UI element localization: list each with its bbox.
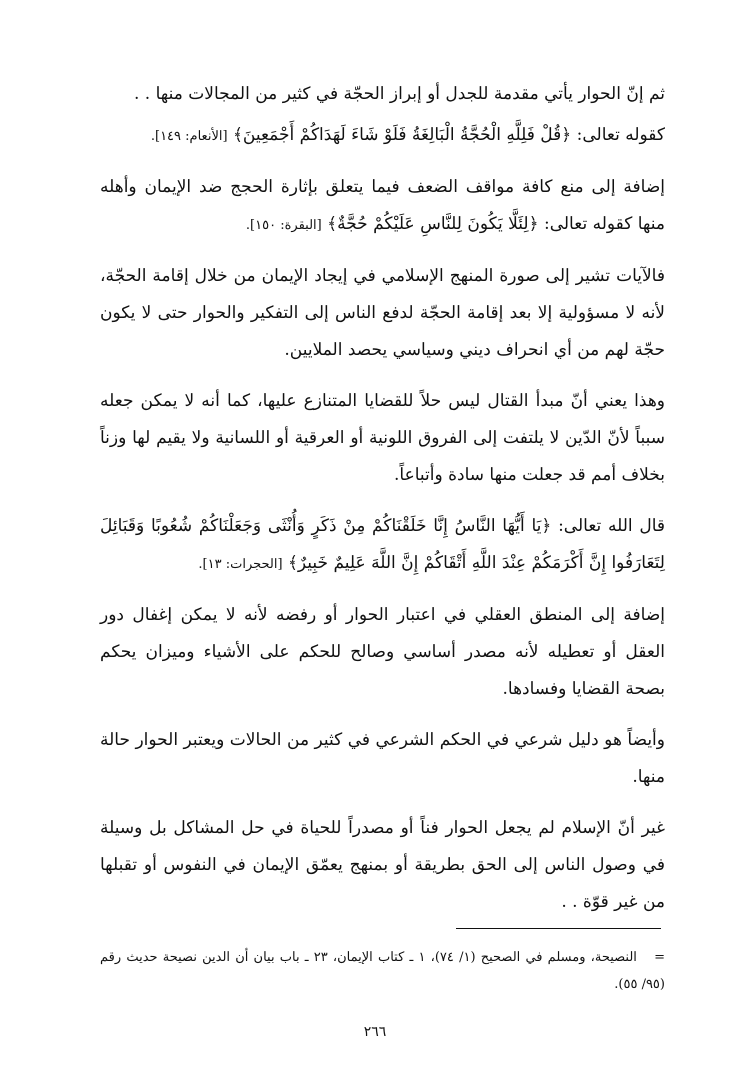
footnote [100, 944, 665, 998]
footnote-text: النصيحة، ومسلم في الصحيح (١/ ٧٤)، ١ ـ كتاب الإيمان، ٢٣ ـ باب بيان أن الدين نصيحة حديث رقم (٩٥/ ٥٥). [100, 950, 665, 992]
paragraph-text: قال الله تعالى: [551, 516, 666, 536]
paragraph-5 [100, 383, 665, 494]
paragraph-2 [100, 117, 665, 155]
paragraph-text: إضافة إلى المنطق العقلي في اعتبار الحوار أو رفضه لأنه لا يمكن إغفال دور العقل أو تعطيله لأنه مصدر أساسي وصالح للحكم على الأشياء وميزان يحكم بصحة القضايا وفسادها. [100, 605, 665, 699]
paragraph-text: إضافة إلى منع كافة مواقف الضعف فيما يتعلق بإثارة الحجج ضد الإيمان وأهله منها كقوله تعالى: [100, 177, 665, 234]
paragraph-6 [100, 508, 665, 583]
quran-verse: ﴿لِئَلَّا يَكُونَ لِلنَّاسِ عَلَيْكُمْ حُجَّةٌ﴾ [327, 214, 539, 234]
paragraph-text: فالآيات تشير إلى صورة المنهج الإسلامي في إيجاد الإيمان من خلال إقامة الحجّة، لأنه لا مسؤولية إلا بعد إقامة الحجّة لدفع الناس إلى التفكير والحوار حتى لا يكون حجّة لهم من أي انحراف ديني وسياسي يحصد الملايين. [100, 266, 665, 360]
page-number: ٢٦٦ [363, 1024, 387, 1040]
footnote-marker: = [654, 950, 666, 965]
paragraph-9 [100, 810, 665, 921]
quran-verse: ﴿يَا أَيُّهَا النَّاسُ إِنَّا خَلَقْنَاكُمْ مِنْ ذَكَرٍ وَأُنْثَى وَجَعَلْنَاكُمْ شُعُوبًا وَقَبَائِلَ لِتَعَارَفُوا إِنَّ أَكْرَمَكُمْ عِنْدَ اللَّهِ أَتْقَاكُمْ إِنَّ اللَّهَ عَلِيمٌ خَبِيرٌ﴾ [100, 516, 665, 573]
surah-reference: [الحجرات: ١٣]. [198, 557, 283, 572]
paragraph-text: وهذا يعني أنّ مبدأ القتال ليس حلاً للقضايا المتنازع عليها، كما أنه لا يمكن جعله سبباً لأنّ الدّين لا يلتفت إلى الفروق اللونية أو العرقية أو اللسانية ولا يقيم لها وزناً بخلاف أمم قد جعلت منها سادة وأتباعاً. [100, 391, 665, 485]
paragraph-text: غير أنّ الإسلام لم يجعل الحوار فناً أو مصدراً للحياة في حل المشاكل بل وسيلة في وصول الناس إلى الحق بطريقة أو بمنهج يعمّق الإيمان في النفوس أو تقبلها من غير قوّة . . [100, 818, 665, 912]
quran-verse: ﴿قُلْ فَلِلَّهِ الْحُجَّةُ الْبَالِغَةُ فَلَوْ شَاءَ لَهَدَاكُمْ أَجْمَعِينَ﴾ [232, 125, 572, 145]
paragraph-4 [100, 258, 665, 369]
paragraph-7 [100, 597, 665, 708]
paragraph-8 [100, 722, 665, 796]
surah-reference: [الأنعام: ١٤٩]. [150, 129, 228, 144]
paragraph-3 [100, 169, 665, 244]
surah-reference: [البقرة: ١٥٠]. [245, 218, 322, 233]
paragraph-text: ثم إنّ الحوار يأتي مقدمة للجدل أو إبراز الحجّة في كثير من المجالات منها . . [133, 84, 665, 104]
paragraph-1 [100, 76, 665, 113]
footnote-divider [456, 928, 661, 929]
main-text [100, 76, 665, 935]
paragraph-text: وأيضاً هو دليل شرعي في الحكم الشرعي في كثير من الحالات ويعتبر الحوار حالة منها. [100, 730, 665, 787]
paragraph-text: كقوله تعالى: [571, 125, 665, 145]
